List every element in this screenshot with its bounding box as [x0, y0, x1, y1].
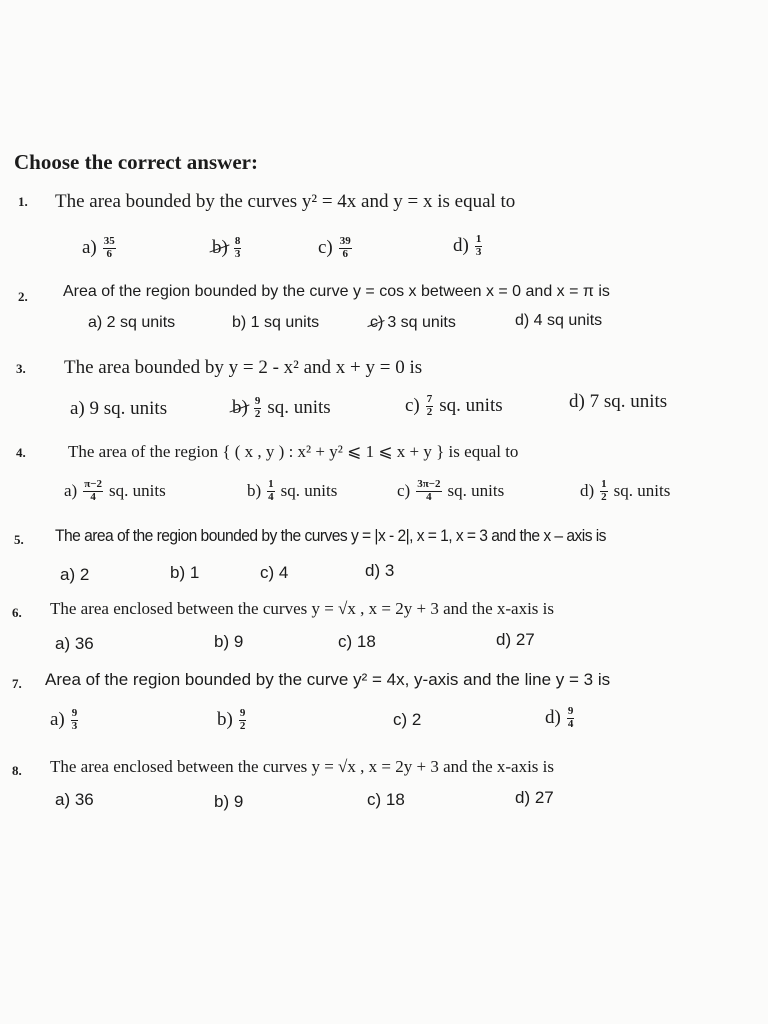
- question-3-option-b: [232, 396, 331, 420]
- question-8-option-b: b) 9: [214, 792, 244, 811]
- question-5-option-d: d) 3: [365, 561, 395, 580]
- option-label: a): [82, 237, 97, 259]
- question-2-option-c: [370, 314, 456, 332]
- question-6-number: 6.: [12, 605, 22, 620]
- option-unit: sq. units: [439, 395, 503, 417]
- question-4-option-c: [397, 479, 504, 503]
- option-label: a): [64, 481, 78, 501]
- option-label: c): [397, 481, 411, 501]
- option-unit: sq. units: [109, 481, 166, 501]
- option-label-struck: b): [232, 397, 248, 419]
- question-4-text: The area of the region { ( x , y ) : x² + y² ⩽ 1 ⩽ x + y } is equal to: [68, 442, 519, 461]
- fraction: $\frac{35}{6}$: [103, 235, 115, 260]
- question-5-number: 5.: [14, 532, 24, 547]
- question-6-option-d: d) 27: [496, 630, 535, 649]
- option-label-struck: b): [212, 237, 228, 259]
- question-2-option-a: a) 2 sq units: [88, 314, 176, 331]
- fraction: $\frac{1}{4}$: [268, 478, 274, 503]
- question-1-option-a: [82, 236, 118, 260]
- option-label: d): [580, 481, 595, 501]
- option-label: c): [405, 395, 420, 417]
- fraction: $\frac{39}{6}$: [339, 235, 351, 260]
- question-4-option-d: [580, 479, 670, 503]
- question-8-text: The area enclosed between the curves y = √x , x = 2y + 3 and the x-axis is: [50, 757, 555, 776]
- question-7-text: Area of the region bounded by the curve y² = 4x, y-axis and the line y = 3 is: [45, 670, 611, 689]
- question-1-option-d: [453, 234, 484, 258]
- fraction: $\frac{\pi-2}{4}$: [84, 478, 103, 503]
- question-8-number: 8.: [12, 763, 22, 778]
- question-5-option-b: b) 1: [170, 563, 200, 582]
- question-3-option-a: a) 9 sq. units: [70, 398, 168, 419]
- option-label: b): [247, 481, 262, 501]
- option-label: d): [545, 707, 561, 729]
- option-label-struck: c): [370, 314, 384, 331]
- question-8-option-d: d) 27: [515, 788, 554, 807]
- question-1-option-b: [212, 236, 243, 260]
- question-3-number: 3.: [16, 361, 26, 376]
- question-1-number: 1.: [18, 194, 28, 209]
- question-4-option-b: [247, 479, 337, 503]
- question-6-option-c: c) 18: [338, 632, 376, 651]
- option-label: d): [453, 235, 469, 257]
- question-6-option-b: b) 9: [214, 632, 244, 651]
- question-4-option-a: [64, 479, 166, 503]
- question-1-option-c: [318, 236, 354, 260]
- fraction: $\frac{9}{3}$: [71, 707, 78, 732]
- question-7-option-c: c) 2: [393, 710, 422, 729]
- option-unit: sq. units: [613, 481, 671, 501]
- question-3-option-d: d) 7 sq. units: [569, 391, 668, 412]
- question-7-option-b: [217, 708, 248, 732]
- page-heading: Choose the correct answer:: [14, 150, 258, 174]
- option-text: 3 sq units: [387, 314, 456, 331]
- question-1-text: The area bounded by the curves y² = 4x and y = x is equal to: [55, 191, 516, 212]
- question-2-number: 2.: [18, 289, 28, 304]
- question-2-option-d: d) 4 sq units: [515, 312, 603, 329]
- question-8-option-a: a) 36: [55, 790, 94, 809]
- fraction: $\frac{3\pi-2}{4}$: [417, 478, 441, 503]
- question-6-text: The area enclosed between the curves y = √x , x = 2y + 3 and the x-axis is: [50, 599, 555, 618]
- question-3-option-c: [405, 394, 503, 418]
- question-6-option-a: a) 36: [55, 634, 94, 653]
- option-label: c): [318, 237, 333, 259]
- fraction: $\frac{9}{4}$: [567, 705, 574, 730]
- option-unit: sq. units: [280, 481, 338, 501]
- question-7-number: 7.: [12, 676, 22, 691]
- question-2-option-b: b) 1 sq units: [232, 314, 320, 331]
- fraction: $\frac{9}{2}$: [239, 707, 246, 732]
- question-2-text: Area of the region bounded by the curve y = cos x between x = 0 and x = π is: [63, 283, 610, 300]
- question-5-option-a: a) 2: [60, 565, 90, 584]
- fraction: $\frac{1}{3}$: [475, 233, 482, 258]
- fraction: $\frac{9}{2}$: [254, 395, 261, 420]
- question-5-text: The area of the region bounded by the curves y = |x - 2|, x = 1, x = 3 and the x – axis is: [55, 526, 606, 545]
- option-unit: sq. units: [447, 481, 505, 501]
- fraction: $\frac{8}{3}$: [234, 235, 241, 260]
- question-8-option-c: c) 18: [367, 790, 405, 809]
- question-7-option-d: [545, 706, 576, 730]
- option-label: b): [217, 709, 233, 731]
- question-4-number: 4.: [16, 445, 26, 460]
- option-unit: sq. units: [267, 397, 331, 419]
- question-7-option-a: [50, 708, 80, 732]
- question-3-text: The area bounded by y = 2 - x² and x + y = 0 is: [64, 357, 423, 378]
- option-label: a): [50, 709, 65, 731]
- fraction: $\frac{1}{2}$: [601, 478, 607, 503]
- fraction: $\frac{7}{2}$: [426, 393, 433, 418]
- question-5-option-c: c) 4: [260, 563, 289, 582]
